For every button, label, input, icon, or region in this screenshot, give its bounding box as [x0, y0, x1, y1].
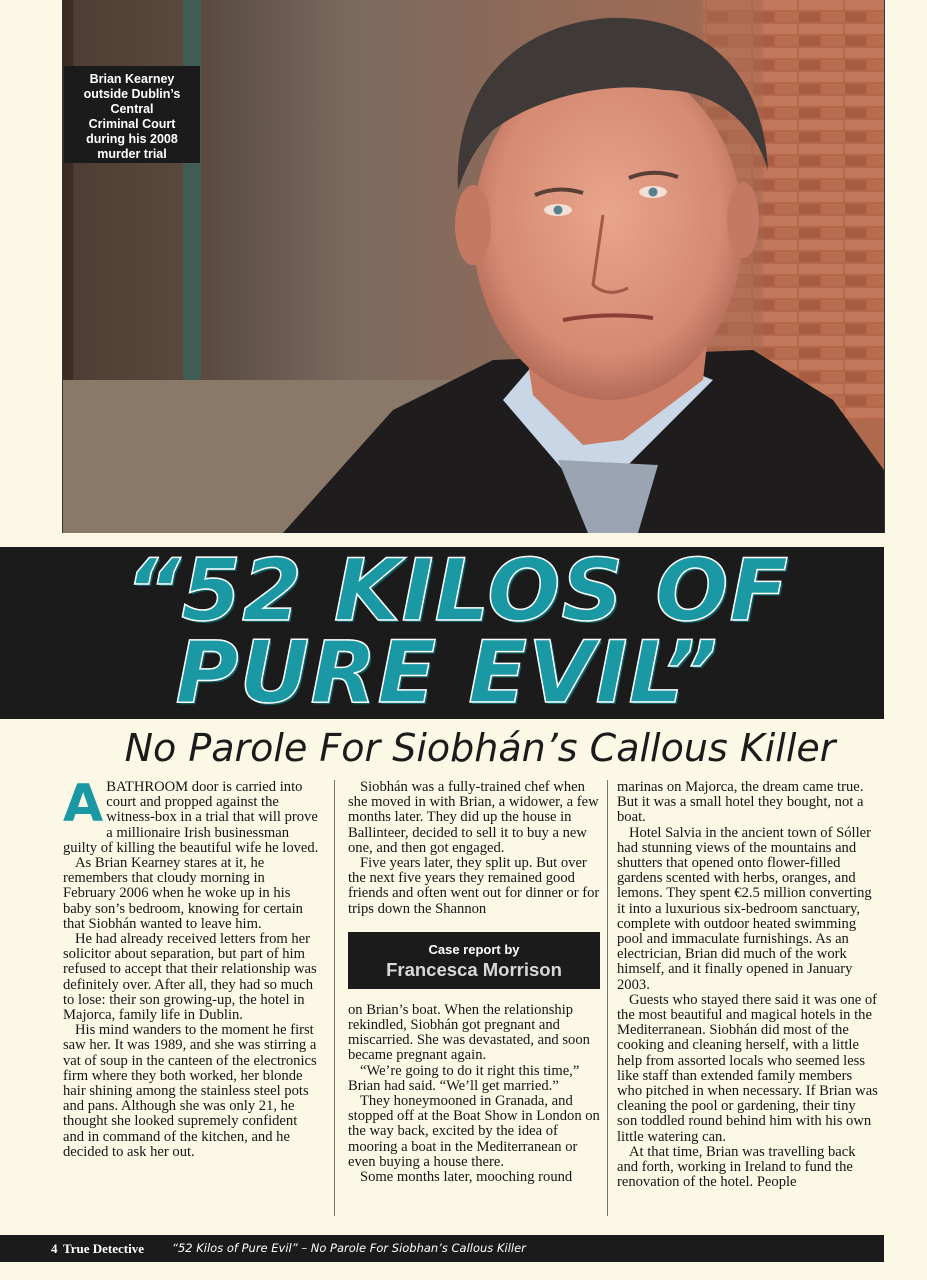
byline-box [348, 932, 600, 989]
caption-line: during his 2008 [86, 132, 178, 146]
paragraph: At that time, Brian was travelling back and forth, working in Ireland to fund the renovation of the hotel. People [617, 1143, 856, 1191]
article-subtitle: No Parole For Siobhán’s Callous Killer [124, 726, 836, 770]
paragraph: Five years later, they split up. But over the next five years they remained good friends and often went out for dinner or for trips down the Shannon [348, 855, 600, 917]
paragraph: His mind wanders to the moment he first saw her. It was 1989, and she was stirring a vat of soup in the canteen of the electronics firm where they both worked, her blonde hair shining among the stainless steel pots and pans. Although she was only 21, he thought she looked supremely confident and in command of the kitchen, and he decided to ask her out. [63, 1022, 317, 1160]
paragraph: Some months later, mooching round [360, 1169, 573, 1186]
article-column-3 [617, 780, 879, 1190]
caption-line: Central [110, 102, 154, 116]
footer-article-title: “52 Kilos of Pure Evil” – No Parole For Siobhan’s Callous Killer [172, 1241, 526, 1255]
headline-line-1: “52 KILOS OF [124, 541, 790, 641]
caption-line: Criminal Court [88, 117, 176, 131]
headline-line-2: PURE EVIL” [175, 623, 719, 723]
paragraph: Hotel Salvia in the ancient town of Sóller had stunning views of the mountains and shutters that opened onto flower-filled gardens scented with herbs, oranges, and lemons. They spent €2.5 million converting it into a luxurious six-bedroom sanctuary, complete with outdoor heated swimming pool and immaculate furnishings. As an electrician, Brian did much of the work himself, and it finally opened in January 2003. [617, 824, 872, 993]
paragraph: marinas on Majorca, the dream came true. But it was a small hotel they bought, not a boat. [617, 779, 864, 826]
paragraph: on Brian’s boat. When the relationship rekindled, Siobhán got pregnant and miscarried. She was devastated, and soon became pregnant again. [348, 1001, 590, 1064]
page-footer [0, 1235, 884, 1262]
magazine-name: True Detective [63, 1241, 144, 1256]
paragraph: They honeymooned in Granada, and stopped off at the Boat Show in London on the way back, excited by the idea of mooring a boat in the Mediterranean or even buying a house there. [348, 1093, 600, 1170]
caption-line: Brian Kearney [89, 72, 175, 86]
paragraph: “We’re going to do it right this time,” Brian had said. “We’ll get married.” [348, 1062, 580, 1094]
paragraph-text: BATHROOM door is carried into court and propped against the witness-box in a trial that will prove a millionaire Irish businessman guilty of killing the beautiful wife he loved. [63, 779, 319, 856]
column-divider [607, 780, 608, 1216]
paragraph [63, 774, 319, 856]
caption-line: outside Dublin’s [83, 87, 181, 101]
column-divider [334, 780, 335, 1216]
paragraph: Guests who stayed there said it was one of the most beautiful and magical hotels in the Mediterranean. Siobhán did most of the cooking and cleaning herself, with a little help from assorted locals who seemed less like staff than extended family members who pitched in when necessary. If Brian was cleaning the pool or gardening, their tiny son toddled round behind him with his own little watering can. [617, 991, 878, 1145]
paragraph: He had already received letters from her solicitor about separation, but part of him refused to accept that their relationship was definitely over. After all, they had so much to lose: their son growing-up, the hotel in Majorca, family life in Dublin. [63, 931, 317, 1024]
paragraph: Siobhán was a fully-trained chef when she moved in with Brian, a widower, a few months later. They did up the house in Ballinteer, decided to sell it to buy a new one, and then got engaged. [348, 779, 599, 856]
page-number: 4 [51, 1241, 58, 1256]
drop-cap: A [63, 774, 104, 834]
article-column-2 [348, 780, 600, 1185]
paragraph: As Brian Kearney stares at it, he remembers that cloudy morning in February 2006 when he woke up in his baby son’s bedroom, knowing for certain that Siobhán wanted to leave him. [63, 855, 303, 932]
caption-line: murder trial [97, 147, 167, 161]
article-column-1 [63, 774, 319, 1160]
photo-caption [64, 66, 200, 163]
byline-author: Francesca Morrison [386, 958, 562, 980]
byline-label: Case report by [428, 941, 520, 957]
